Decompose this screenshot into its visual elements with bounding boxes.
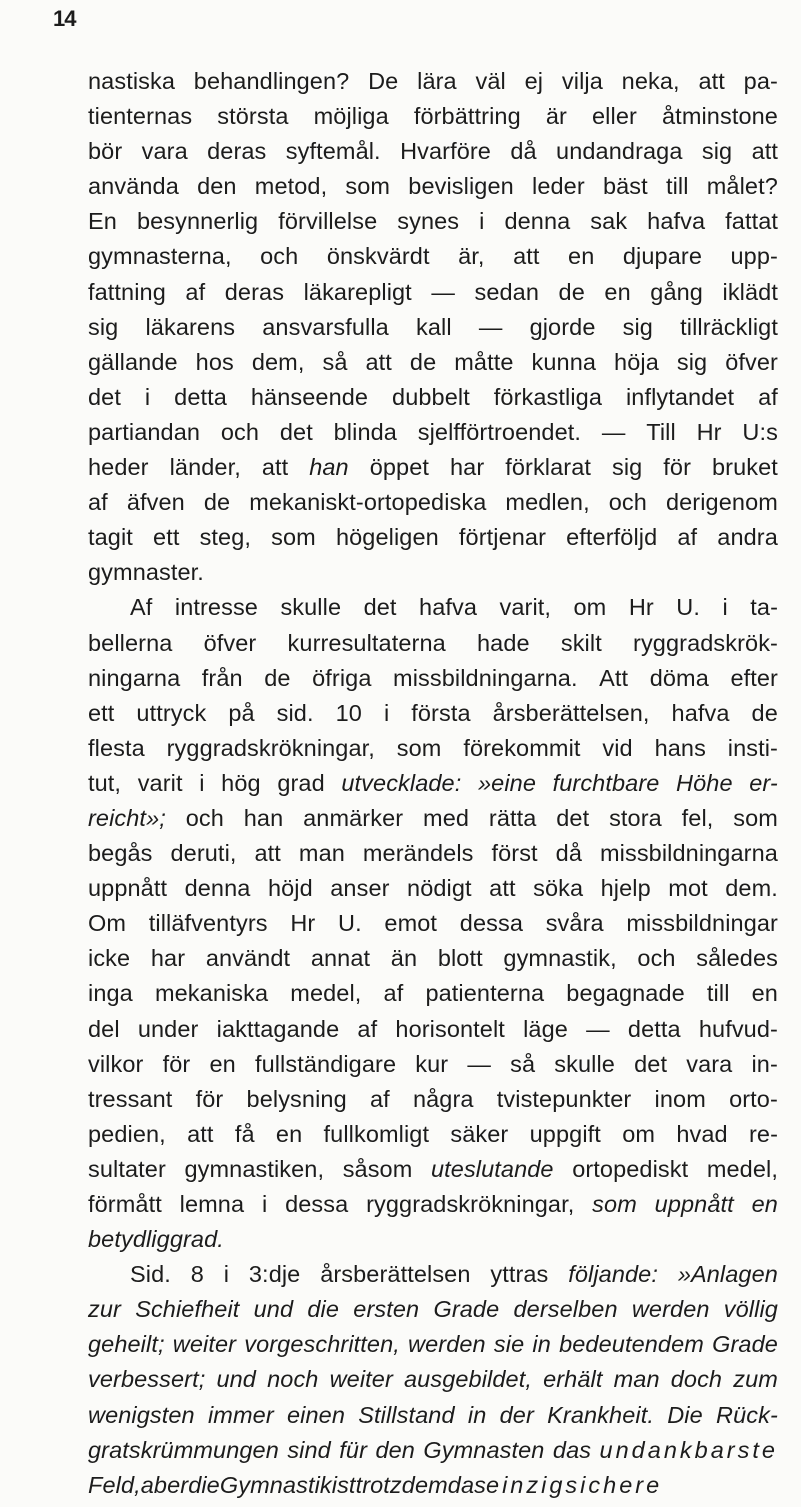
- text-line: pedien, att få en fullkomligt säker uppgift om hvad re-: [88, 1120, 778, 1147]
- text-line: zur Schiefheit und die ersten Grade derselben werden völlig: [88, 1296, 778, 1323]
- text-line: gratskrümmungen sind für den Gymnasten das undankbarste: [88, 1436, 778, 1463]
- text-line: vilkor för en fullständigare kur — så skulle det vara in-: [88, 1050, 778, 1077]
- text-line: tienternas största möjliga förbättring är eller åtminstone: [88, 103, 778, 130]
- text-line: förmått lemna i dessa ryggradskrökningar, som uppnått en: [88, 1191, 778, 1217]
- text-line: tagit ett steg, som högeligen förtjenar efterföljd af andra: [88, 524, 778, 551]
- page-number: 14: [53, 6, 76, 31]
- text-line: uppnått denna höjd anser nödigt att söka hjelp mot dem.: [88, 875, 778, 902]
- text-line: geheilt; weiter vorgeschritten, werden sie in bedeutendem Grade: [88, 1331, 778, 1358]
- text-line: Sid. 8 i 3:dje årsberättelsen yttras följande: »Anlagen: [130, 1261, 778, 1288]
- text-line: tut, varit i hög grad utvecklade: »eine furchtbare Höhe er-: [88, 769, 778, 796]
- text-line: wenigsten immer einen Stillstand in der Krankheit. Die Rück-: [88, 1401, 778, 1428]
- text-line: gymnasterna, och önskvärdt är, att en djupare upp-: [88, 243, 778, 270]
- body-text: [88, 68, 778, 1507]
- text-line: Feld, aber die Gymnastik ist trotzdem das einzig sichere: [88, 1471, 663, 1498]
- text-line: af äfven de mekaniskt-ortopediska medlen, och derigenom: [88, 489, 778, 516]
- text-line: nastiska behandlingen? De lära väl ej vilja neka, att pa-: [88, 68, 778, 94]
- text-line: begås deruti, att man merändels först då missbildningarna: [88, 840, 778, 867]
- text-line: partiandan och det blinda sjelfförtroendet. — Till Hr U:s: [88, 418, 778, 445]
- text-line: En besynnerlig förvillelse synes i denna sak hafva fattat: [88, 208, 778, 235]
- text-line: ett uttryck på sid. 10 i första årsberättelsen, hafva de: [88, 699, 778, 726]
- text-line: inga mekaniska medel, af patienterna begagnade till en: [88, 980, 778, 1007]
- text-line: bellerna öfver kurresultaterna hade skilt ryggradskrök-: [88, 629, 778, 656]
- text-line: Af intresse skulle det hafva varit, om Hr U. i ta-: [130, 594, 778, 621]
- text-line: Om tilläfventyrs Hr U. emot dessa svåra missbildningar: [88, 910, 778, 937]
- text-line: del under iakttagande af horisontelt läge — detta hufvud-: [88, 1015, 778, 1042]
- text-line: sultater gymnastiken, såsom uteslutande ortopediskt medel,: [88, 1155, 778, 1182]
- text-line: verbessert; und noch weiter ausgebildet, erhält man doch zum: [88, 1366, 778, 1393]
- text-line: flesta ryggradskrökningar, som förekommit vid hans insti-: [88, 734, 778, 761]
- text-line: icke har användt annat än blott gymnastik, och således: [88, 945, 778, 972]
- text-line: fattning af deras läkarepligt — sedan de en gång iklädt: [88, 278, 778, 305]
- text-line: bör vara deras syftemål. Hvarföre då undandraga sig att: [88, 138, 778, 165]
- text-line: tressant för belysning af några tvistepunkter inom orto-: [88, 1085, 778, 1112]
- text-line: heder länder, att han öppet har förklarat sig för bruket: [88, 454, 778, 481]
- text-line: ningarna från de öfriga missbildningarna. Att döma efter: [88, 664, 778, 691]
- text-line: reicht»; och han anmärker med rätta det stora fel, som: [88, 804, 778, 831]
- text-line: använda den metod, som bevisligen leder bäst till målet?: [88, 173, 778, 200]
- text-line: sig läkarens ansvarsfulla kall — gjorde sig tillräckligt: [88, 313, 778, 340]
- text-line: gymnaster.: [88, 559, 204, 586]
- text-line: gällande hos dem, så att de måtte kunna höja sig öfver: [88, 348, 778, 375]
- text-line: betydlig grad.: [88, 1226, 224, 1253]
- text-line: det i detta hänseende dubbelt förkastliga inflytandet af: [88, 383, 778, 410]
